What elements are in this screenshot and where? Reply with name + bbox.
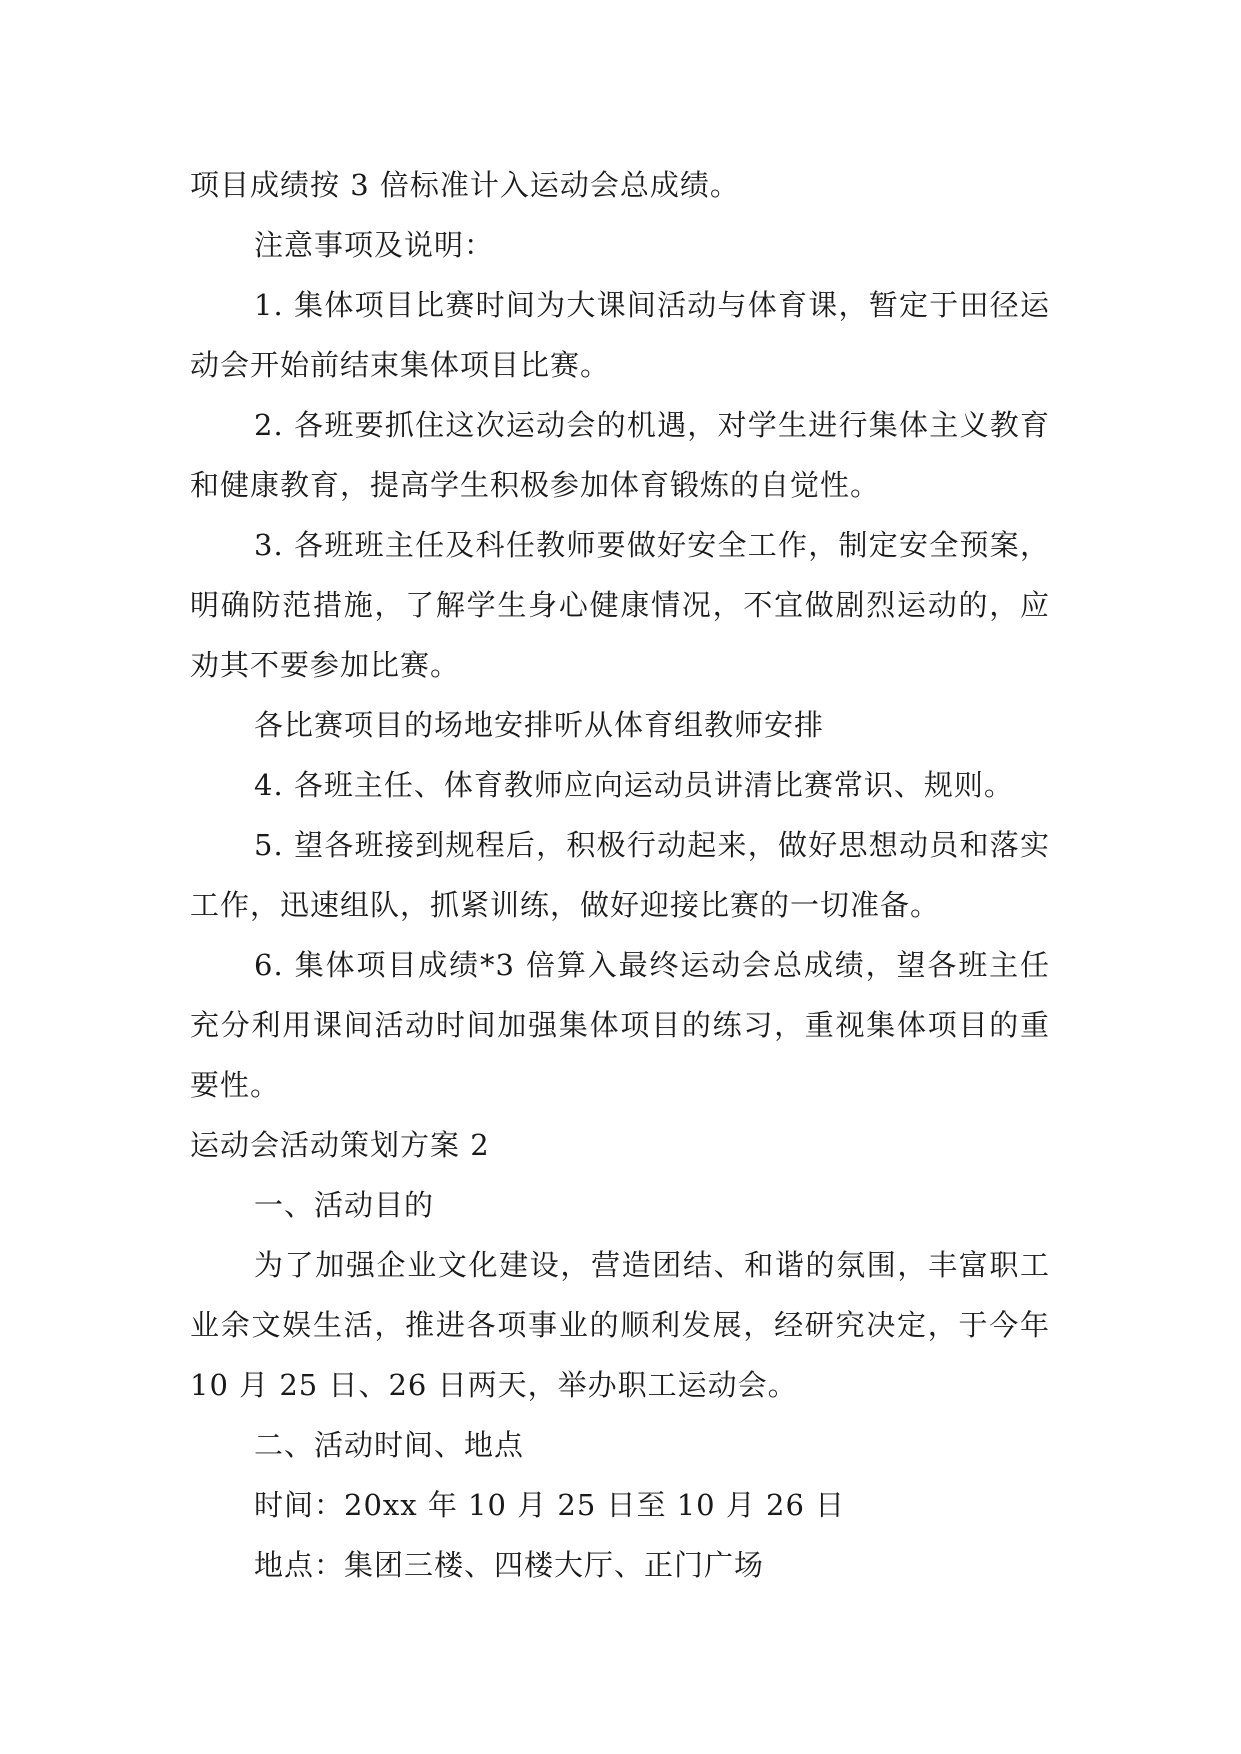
section-heading-time-place: 二、活动时间、地点 <box>254 1428 525 1462</box>
event-time: 时间：20xx 年 10 月 25 日至 10 月 26 日 <box>254 1488 846 1522</box>
paragraph: 4. 各班主任、体育教师应向运动员讲清比赛常识、规则。 <box>254 768 1014 802</box>
paragraph: 6. 集体项目成绩*3 倍算入最终运动会总成绩，望各班主任充分利用课间活动时间加强集体项目的练习，重视集体项目的重要性。 <box>190 948 1050 1102</box>
paragraph: 3. 各班班主任及科任教师要做好安全工作，制定安全预案，明确防范措施，了解学生身心健康情况，不宜做剧烈运动的，应劝其不要参加比赛。 <box>190 528 1050 682</box>
paragraph: 1. 集体项目比赛时间为大课间活动与体育课，暂定于田径运动会开始前结束集体项目比赛。 <box>190 288 1050 382</box>
document-body <box>190 155 1050 1595</box>
paragraph: 为了加强企业文化建设，营造团结、和谐的氛围，丰富职工业余文娱生活，推进各项事业的顺利发展，经研究决定，于今年 10 月 25 日、26 日两天，举办职工运动会。 <box>190 1248 1050 1402</box>
paragraph: 项目成绩按 3 倍标准计入运动会总成绩。 <box>190 168 740 202</box>
paragraph: 5. 望各班接到规程后，积极行动起来，做好思想动员和落实工作，迅速组队，抓紧训练，做好迎接比赛的一切准备。 <box>190 828 1050 922</box>
section-title: 运动会活动策划方案 2 <box>190 1128 490 1162</box>
notes-heading: 注意事项及说明： <box>254 228 495 262</box>
paragraph: 各比赛项目的场地安排听从体育组教师安排 <box>254 708 825 742</box>
paragraph: 2. 各班要抓住这次运动会的机遇，对学生进行集体主义教育和健康教育，提高学生积极参加体育锻炼的自觉性。 <box>190 408 1050 502</box>
section-heading-purpose: 一、活动目的 <box>254 1188 435 1222</box>
event-location: 地点：集团三楼、四楼大厅、正门广场 <box>254 1548 765 1582</box>
